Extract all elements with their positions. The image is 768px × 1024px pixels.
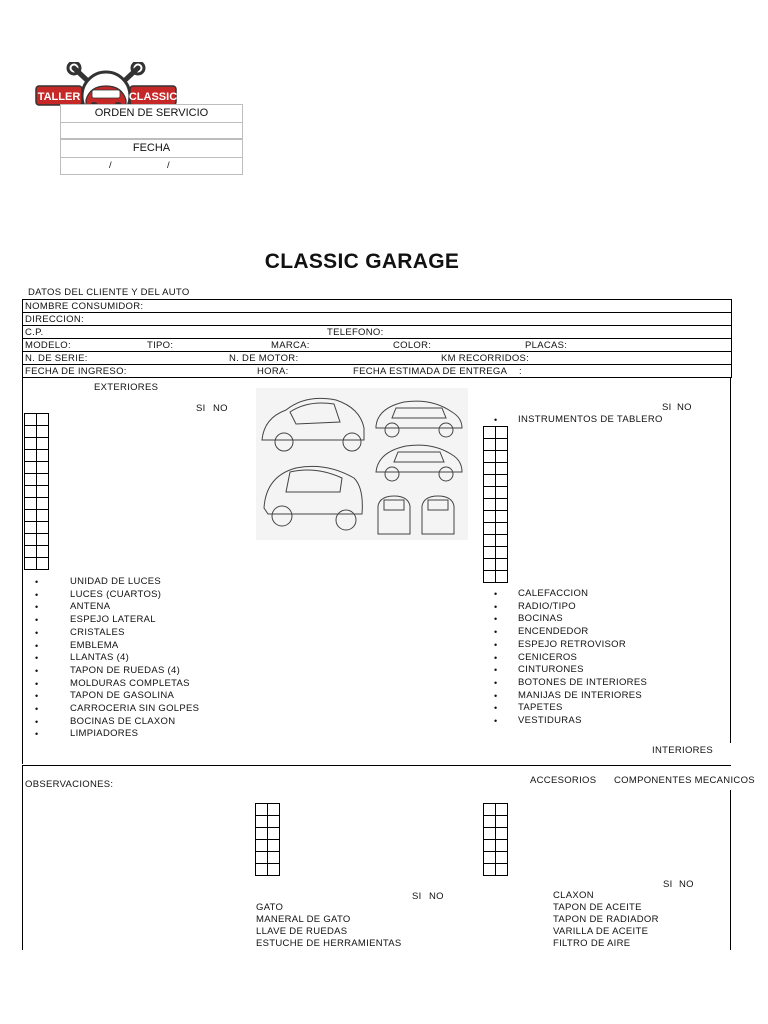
delivery-label: FECHA ESTIMADA DE ENTREGA bbox=[353, 366, 508, 377]
list-item: • BOCINAS bbox=[484, 613, 647, 626]
list-item: • CALEFACCION bbox=[484, 588, 647, 601]
order-number-field[interactable] bbox=[60, 122, 243, 139]
accessories-no: NO bbox=[429, 891, 444, 902]
list-item: • MANIJAS DE INTERIORES bbox=[484, 690, 647, 703]
date-slash-1: / bbox=[109, 160, 112, 171]
address-label: DIRECCION: bbox=[25, 314, 84, 325]
list-item: • BOTONES DE INTERIORES bbox=[484, 677, 647, 690]
interiors-first-list bbox=[484, 414, 663, 427]
list-item: • ANTENA bbox=[24, 601, 199, 614]
list-item: • ENCENDEDOR bbox=[484, 626, 647, 639]
logo-left-text: TALLER bbox=[37, 91, 81, 103]
list-item: ESTUCHE DE HERRAMIENTAS bbox=[256, 938, 402, 949]
section-label: DATOS DEL CLIENTE Y DEL AUTO bbox=[28, 287, 190, 298]
entry-row[interactable] bbox=[22, 364, 732, 378]
list-item: • CRISTALES bbox=[24, 627, 199, 640]
km-label: KM RECORRIDOS: bbox=[441, 353, 530, 364]
list-item: • ESPEJO LATERAL bbox=[24, 614, 199, 627]
list-item: • MOLDURAS COMPLETAS bbox=[24, 678, 199, 691]
exteriors-no: NO bbox=[213, 403, 228, 414]
date-label-box bbox=[60, 139, 243, 158]
mechanical-check-grid[interactable] bbox=[483, 803, 508, 876]
interiors-si: SI bbox=[662, 402, 672, 413]
list-item: • CARROCERIA SIN GOLPES bbox=[24, 703, 199, 716]
list-item: • LUCES (CUARTOS) bbox=[24, 589, 199, 602]
accessories-label: ACCESORIOS bbox=[530, 775, 597, 786]
date-slash-2: / bbox=[167, 160, 170, 171]
list-item: • VESTIDURAS bbox=[484, 715, 647, 728]
logo-right-text: CLASSIC bbox=[128, 91, 178, 103]
observations-label: OBSERVACIONES: bbox=[25, 779, 114, 790]
consumer-label: NOMBRE CONSUMIDOR: bbox=[25, 301, 144, 312]
engine-label: N. DE MOTOR: bbox=[229, 353, 299, 364]
list-item: MANERAL DE GATO bbox=[256, 914, 351, 925]
model-label: MODELO: bbox=[25, 340, 71, 351]
entry-date-label: FECHA DE INGRESO: bbox=[25, 366, 127, 377]
interiors-label: INTERIORES bbox=[652, 745, 714, 756]
list-item: • CENICEROS bbox=[484, 652, 647, 665]
list-item: • LLANTAS (4) bbox=[24, 652, 199, 665]
model-row[interactable] bbox=[22, 338, 732, 351]
list-item: CLAXON bbox=[553, 890, 594, 901]
interiors-no: NO bbox=[677, 402, 692, 413]
phone-label: TELEFONO: bbox=[327, 327, 384, 338]
color-label: COLOR: bbox=[393, 340, 432, 351]
accessories-list bbox=[256, 902, 402, 950]
list-item: • RADIO/TIPO bbox=[484, 601, 647, 614]
bottom-right-border bbox=[730, 790, 731, 950]
frame-left-border bbox=[22, 377, 23, 764]
interiors-list bbox=[484, 588, 647, 728]
list-item: TAPON DE RADIADOR bbox=[553, 914, 659, 925]
list-item: • TAPON DE RUEDAS (4) bbox=[24, 665, 199, 678]
frame-right-border bbox=[730, 377, 731, 743]
list-item: FILTRO DE AIRE bbox=[553, 938, 631, 949]
list-item: • TAPON DE GASOLINA bbox=[24, 690, 199, 703]
date-field[interactable] bbox=[60, 157, 243, 175]
serial-label: N. DE SERIE: bbox=[25, 353, 88, 364]
list-item: • EMBLEMA bbox=[24, 640, 199, 653]
exteriors-si: SI bbox=[196, 403, 206, 414]
bottom-left-border bbox=[22, 766, 23, 950]
list-item: VARILLA DE ACEITE bbox=[553, 926, 649, 937]
list-item: • CINTURONES bbox=[484, 664, 647, 677]
list-item: GATO bbox=[256, 902, 284, 913]
mechanical-si: SI bbox=[663, 879, 673, 890]
list-item: • ESPEJO RETROVISOR bbox=[484, 639, 647, 652]
accessories-si: SI bbox=[412, 891, 422, 902]
consumer-row[interactable] bbox=[22, 299, 732, 312]
order-label-box bbox=[60, 104, 243, 123]
list-item: • INSTRUMENTOS DE TABLERO bbox=[484, 414, 663, 427]
exteriors-list bbox=[24, 576, 199, 741]
accessories-check-grid[interactable] bbox=[255, 803, 280, 876]
list-item: • TAPETES bbox=[484, 702, 647, 715]
delivery-colon: : bbox=[519, 366, 522, 377]
cp-phone-row[interactable] bbox=[22, 325, 732, 338]
list-item: • LIMPIADORES bbox=[24, 728, 199, 741]
cp-label: C.P. bbox=[25, 327, 44, 338]
serial-row[interactable] bbox=[22, 351, 732, 364]
address-row[interactable] bbox=[22, 312, 732, 325]
brand-label: MARCA: bbox=[271, 340, 310, 351]
list-item: • UNIDAD DE LUCES bbox=[24, 576, 199, 589]
exteriors-label: EXTERIORES bbox=[94, 382, 159, 393]
interiors-check-grid[interactable] bbox=[483, 426, 508, 583]
frame-divider bbox=[22, 765, 731, 766]
list-item: TAPON DE ACEITE bbox=[553, 902, 642, 913]
mechanical-label: COMPONENTES MECANICOS bbox=[614, 775, 755, 786]
date-label: FECHA bbox=[132, 142, 171, 154]
exteriors-check-grid[interactable] bbox=[24, 413, 49, 570]
mechanical-no: NO bbox=[679, 879, 694, 890]
type-label: TIPO: bbox=[147, 340, 174, 351]
list-item: LLAVE DE RUEDAS bbox=[256, 926, 348, 937]
hour-label: HORA: bbox=[257, 366, 289, 377]
list-item: • BOCINAS DE CLAXON bbox=[24, 716, 199, 729]
page-title: CLASSIC GARAGE bbox=[264, 250, 460, 273]
car-diagram bbox=[256, 388, 468, 540]
mechanical-list bbox=[553, 890, 659, 950]
plates-label: PLACAS: bbox=[525, 340, 568, 351]
order-label: ORDEN DE SERVICIO bbox=[94, 107, 209, 119]
